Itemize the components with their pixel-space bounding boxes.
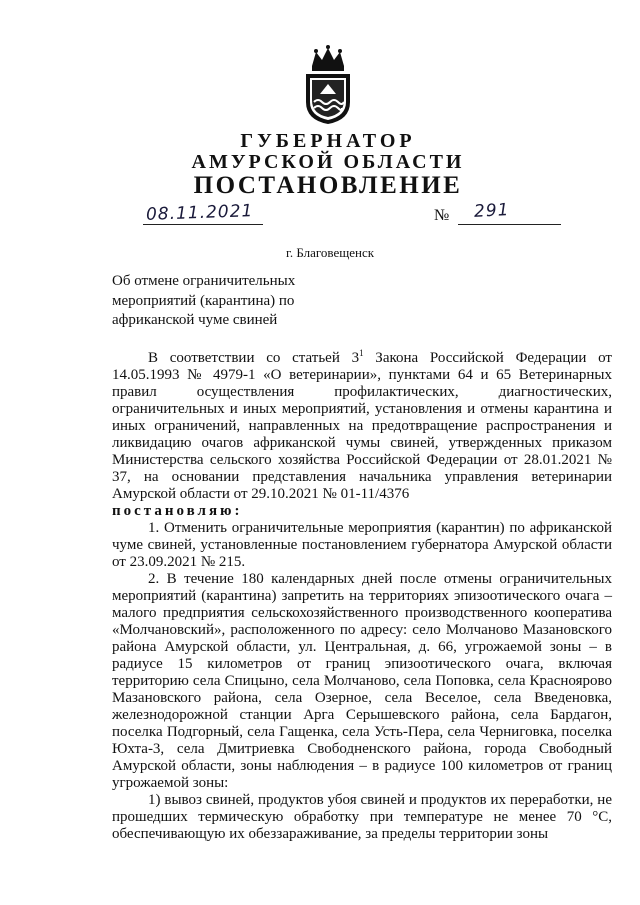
city-label: г. Благовещенск [285,245,375,260]
superscript: 1 [359,348,364,358]
region-title: АМУРСКОЙ ОБЛАСТИ [191,151,465,173]
document-date: 08.11.2021 [145,201,254,225]
document-type-title: ПОСТАНОВЛЕНИЕ [193,172,463,199]
document-subject: Об отмене ограничительных мероприятий (карантина) по африканской чуме свиней [112,273,296,328]
preamble-paragraph: В соответствии со статьей $3^1$ Закона Российской Федерации от 14.05.1993 № 4979-1 «О ветеринарии», пунктами 64 и 65 Ветеринарных правил осуществления профилактических, диагностических, ограничительных и иных мероприятий, установления и отмены карантина и иных ограничений, направленных на предотвращение распространения и ликвидацию очагов африканской чумы свиней, утвержденных приказом Министерства сельского хозяйства Российской Федерации от 28.01.2021 № 37, на основании представления начальника управления ветеринарии Амурской области от 29.10.2021 № 01-11/4376 [112,348,612,502]
item-2-1-paragraph: 1) вывоз свиней, продуктов убоя свиней и продуктов их переработки, не прошедших термическую обработку при температуре не менее 70 °С, обеспечивающую их обеззараживание, за пределы территории зоны [112,792,612,842]
number-underline [458,223,561,225]
item-1-paragraph: 1. Отменить ограничительные мероприятия (карантин) по африканской чуме свиней, установленные постановлением губернатора Амурской области от 23.09.2021 № 215. [112,520,612,570]
date-underline [143,223,263,225]
number-sign: № [434,207,450,224]
document-body [112,350,612,843]
item-2-paragraph: 2. В течение 180 календарных дней после отмены ограничительных мероприятий (карантина) запретить на территориях эпизоотического очага – малого предприятия сельскохозяйственного производственного кооператива «Молчановский», расположенного по адресу: село Молчаново Мазановского района Амурской области, ул. Центральная, д. 66, угрожаемой зоны – в радиусе 15 километров от границ эпизоотического очага, включая территорию села Спицыно, села Молчаново, села Поповка, села Красноярово Мазановского района, села Озерное, села Веселое, села Введеновка, железнодорожной станции Арга Серышевского района, села Бардагон, поселка Подгорный, села Гащенка, села Усть-Пера, села Черниговка, поселка Юхта-3, села Дмитриевка Свободненского района, города Свободный Амурской области, зоны наблюдения – в радиусе 100 километров от границ угрожаемой зоны: [112,571,612,791]
decree-word: постановляю: [112,503,243,519]
governor-title: ГУБЕРНАТОР [240,130,416,152]
coat-of-arms-icon [302,44,354,126]
document-number: 291 [473,200,510,222]
